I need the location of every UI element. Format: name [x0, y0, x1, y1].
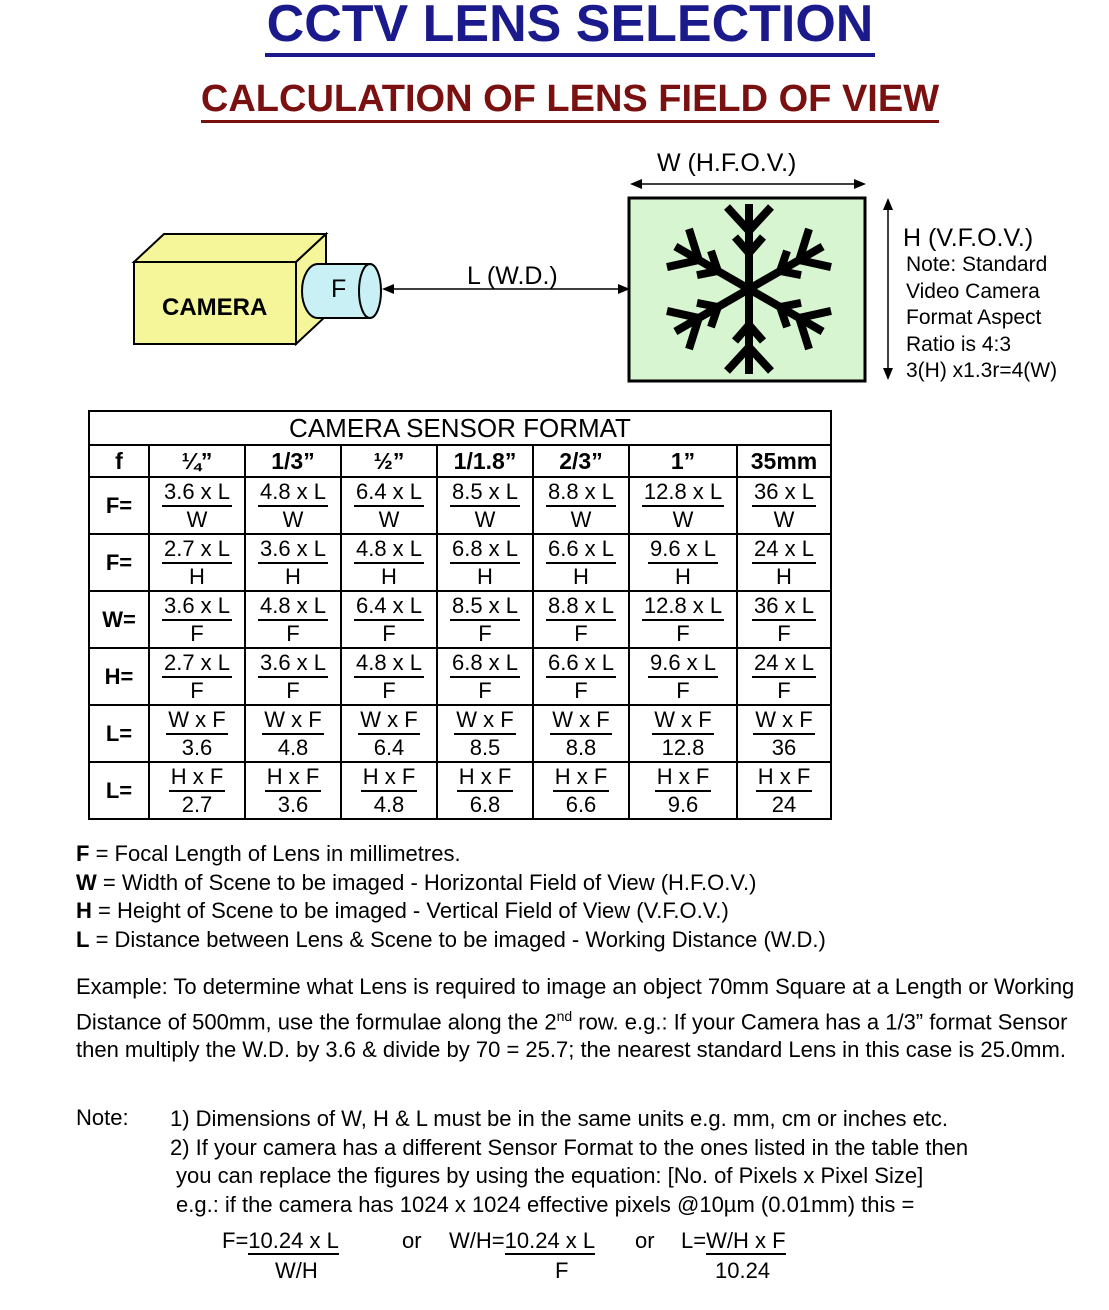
row-label: L= — [89, 705, 149, 762]
numerator: 36 x L — [752, 593, 816, 621]
numerator: H x F — [756, 764, 813, 792]
numerator: 4.8 x L — [354, 650, 424, 678]
denominator: F — [777, 620, 791, 646]
numerator: H x F — [169, 764, 226, 792]
formula-cell — [149, 705, 245, 762]
definition-item: W = Width of Scene to be imaged - Horizontal Field of View (H.F.O.V.) — [76, 869, 757, 895]
formula-cell — [437, 534, 533, 591]
numerator: 3.6 x L — [258, 650, 328, 678]
numerator: 6.4 x L — [354, 593, 424, 621]
width-label: W (H.F.O.V.) — [657, 149, 797, 177]
numerator: 3.6 x L — [258, 536, 328, 564]
denominator: W — [474, 506, 496, 532]
denominator: 6.8 — [469, 791, 501, 817]
numerator: 6.8 x L — [450, 536, 520, 564]
formula-cell — [437, 591, 533, 648]
numerator: W x F — [652, 707, 713, 735]
table-row — [89, 648, 831, 705]
denominator: W — [282, 506, 304, 532]
denominator: H — [477, 563, 493, 589]
numerator: 6.8 x L — [450, 650, 520, 678]
numerator: 12.8 x L — [642, 593, 724, 621]
width-arrow — [630, 179, 866, 189]
height-label: H (V.F.O.V.) — [903, 224, 1034, 252]
numerator: 9.6 x L — [648, 536, 718, 564]
formula-cell — [629, 477, 737, 534]
denominator: F — [574, 677, 588, 703]
table-row — [89, 705, 831, 762]
denominator: 9.6 — [667, 791, 699, 817]
row-label: F= — [89, 534, 149, 591]
formula-cell — [629, 534, 737, 591]
denominator: 8.8 — [565, 734, 597, 760]
numerator: W x F — [358, 707, 419, 735]
note-label: Note: — [76, 1105, 129, 1130]
formula-cell — [437, 477, 533, 534]
numerator: W x F — [753, 707, 814, 735]
denominator: F — [478, 620, 492, 646]
formula-cell — [437, 762, 533, 819]
row-label: H= — [89, 648, 149, 705]
camera-illustration — [134, 234, 326, 344]
denominator: 3.6 — [181, 734, 213, 760]
formula-cell — [245, 648, 341, 705]
numerator: 24 x L — [752, 650, 816, 678]
denominator: F — [478, 677, 492, 703]
denominator: H — [675, 563, 691, 589]
example-paragraph: Example: To determine what Lens is required to image an object 70mm Square at a Length or Working Distance of 500mm, use the formulae along the 2nd row. e.g.: If your Camera has a 1/3” format Sensor then multiply the W.D. by 3.6 & divide by 70 = 25.7; the nearest standard Lens in this case is 25.0mm. — [76, 974, 1075, 1063]
numerator: 4.8 x L — [258, 593, 328, 621]
denominator: 6.4 — [373, 734, 405, 760]
corner-cell: f — [89, 445, 149, 477]
numerator: 3.6 x L — [162, 479, 232, 507]
table-row — [89, 762, 831, 819]
height-arrow — [883, 198, 893, 380]
table-row — [89, 534, 831, 591]
denominator: H — [285, 563, 301, 589]
row-label: W= — [89, 591, 149, 648]
numerator: 8.5 x L — [450, 593, 520, 621]
denominator: F — [190, 677, 204, 703]
numerator: 8.8 x L — [546, 479, 616, 507]
denominator: 2.7 — [181, 791, 213, 817]
formula-cell — [149, 648, 245, 705]
formula-or-2: or — [635, 1228, 655, 1253]
formula-cell — [341, 705, 437, 762]
format-header-cell: 1/1.8” — [437, 445, 533, 477]
formula-cell — [737, 534, 831, 591]
formula-cell — [245, 534, 341, 591]
numerator: 3.6 x L — [162, 593, 232, 621]
sensor-format-table — [88, 410, 832, 820]
formula-width-height: W/H=10.24 x L — [449, 1228, 596, 1253]
denominator: H — [573, 563, 589, 589]
table-row — [89, 477, 831, 534]
denominator: F — [676, 677, 690, 703]
notes-list — [170, 1105, 968, 1219]
denominator: W — [570, 506, 592, 532]
page-subtitle: CALCULATION OF LENS FIELD OF VIEW — [0, 76, 1109, 122]
formula-cell — [533, 591, 629, 648]
numerator: 6.6 x L — [546, 650, 616, 678]
formula-cell — [245, 762, 341, 819]
formula-cell — [533, 705, 629, 762]
formula-cell — [533, 477, 629, 534]
denominator: F — [190, 620, 204, 646]
denominator: W — [773, 506, 795, 532]
format-row — [89, 445, 831, 477]
row-label: L= — [89, 762, 149, 819]
numerator: W x F — [550, 707, 611, 735]
formula-cell — [737, 648, 831, 705]
denominator: 4.8 — [373, 791, 405, 817]
formula-cell — [533, 762, 629, 819]
numerator: 6.4 x L — [354, 479, 424, 507]
formula-cell — [737, 477, 831, 534]
formula-or-1: or — [402, 1228, 422, 1253]
denominator: F — [382, 620, 396, 646]
numerator: 8.8 x L — [546, 593, 616, 621]
formula-cell — [341, 648, 437, 705]
numerator: 2.7 x L — [162, 536, 232, 564]
numerator: 4.8 x L — [258, 479, 328, 507]
formula-cell — [245, 477, 341, 534]
numerator: 24 x L — [752, 536, 816, 564]
denominator: 8.5 — [469, 734, 501, 760]
denominator: W — [186, 506, 208, 532]
denominator: H — [381, 563, 397, 589]
note-item-1: 1) Dimensions of W, H & L must be in the same units e.g. mm, cm or inches etc. — [170, 1106, 949, 1131]
formula-cell — [341, 762, 437, 819]
definition-item: L = Distance between Lens & Scene to be imaged - Working Distance (W.D.) — [76, 926, 826, 952]
numerator: H x F — [553, 764, 610, 792]
denominator: W — [672, 506, 694, 532]
formula-cell — [737, 591, 831, 648]
denominator: 6.6 — [565, 791, 597, 817]
denominator: F — [676, 620, 690, 646]
formula-length: L=W/H x F — [681, 1228, 786, 1253]
denominator: F — [777, 677, 791, 703]
denominator: H — [776, 563, 792, 589]
formula-cell — [533, 534, 629, 591]
definitions — [76, 840, 826, 954]
formula-cell — [341, 534, 437, 591]
numerator: 36 x L — [752, 479, 816, 507]
format-header-cell: 2/3” — [533, 445, 629, 477]
definition-item: F = Focal Length of Lens in millimetres. — [76, 841, 461, 866]
denominator: F — [286, 620, 300, 646]
denominator: 4.8 — [277, 734, 309, 760]
formula-cell — [737, 762, 831, 819]
numerator: H x F — [457, 764, 514, 792]
distance-label: L (W.D.) — [467, 262, 558, 290]
numerator: H x F — [361, 764, 418, 792]
formula-length-denominator: 10.24 — [715, 1258, 771, 1283]
note-item-2-example: e.g.: if the camera has 1024 x 1024 effective pixels @10µm (0.01mm) this = — [176, 1191, 915, 1217]
numerator: 12.8 x L — [642, 479, 724, 507]
numerator: W x F — [454, 707, 515, 735]
formula-cell — [629, 591, 737, 648]
format-header-cell: 1” — [629, 445, 737, 477]
numerator: W x F — [262, 707, 323, 735]
definition-item: H = Height of Scene to be imaged - Vertical Field of View (V.F.O.V.) — [76, 898, 729, 923]
camera-label: CAMERA — [162, 294, 268, 321]
denominator: F — [574, 620, 588, 646]
denominator: 3.6 — [277, 791, 309, 817]
note-item-2-cont: you can replace the figures by using the equation: [No. of Pixels x Pixel Size] — [176, 1163, 924, 1188]
denominator: 24 — [771, 791, 797, 817]
denominator: 12.8 — [661, 734, 705, 760]
numerator: 8.5 x L — [450, 479, 520, 507]
format-header-cell: 1/3” — [245, 445, 341, 477]
formula-cell — [245, 705, 341, 762]
denominator: W — [378, 506, 400, 532]
numerator: 9.6 x L — [648, 650, 718, 678]
denominator: H — [189, 563, 205, 589]
note-item-2: 2) If your camera has a different Sensor Format to the ones listed in the table then — [170, 1134, 969, 1160]
denominator: F — [382, 677, 396, 703]
numerator: H x F — [265, 764, 322, 792]
lens-label: F — [331, 275, 347, 303]
formula-cell — [245, 591, 341, 648]
formula-cell — [149, 591, 245, 648]
format-header-cell: ¼” — [149, 445, 245, 477]
denominator: 36 — [771, 734, 797, 760]
formula-cell — [629, 705, 737, 762]
numerator: 4.8 x L — [354, 536, 424, 564]
formula-cell — [149, 534, 245, 591]
table-header: CAMERA SENSOR FORMAT — [89, 411, 831, 445]
formula-cell — [341, 477, 437, 534]
formula-cell — [629, 762, 737, 819]
format-header-cell: 35mm — [737, 445, 831, 477]
page-title: CCTV LENS SELECTION — [0, 0, 1109, 54]
formula-cell — [149, 477, 245, 534]
numerator: H x F — [655, 764, 712, 792]
row-label: F= — [89, 477, 149, 534]
aspect-ratio-note: Note: Standard Video Camera Format Aspect Ratio is 4:3 3(H) x1.3r=4(W) — [906, 253, 1058, 382]
formula-cell — [437, 705, 533, 762]
numerator: W x F — [166, 707, 227, 735]
format-header-cell: ½” — [341, 445, 437, 477]
formula-cell — [341, 591, 437, 648]
formula-cell — [149, 762, 245, 819]
formula-cell — [737, 705, 831, 762]
numerator: 6.6 x L — [546, 536, 616, 564]
numerator: 2.7 x L — [162, 650, 232, 678]
table-row — [89, 591, 831, 648]
formula-focal: F=10.24 x L — [222, 1228, 339, 1253]
denominator: F — [286, 677, 300, 703]
formula-width-height-denominator: F — [555, 1258, 569, 1283]
formula-focal-denominator: W/H — [275, 1258, 318, 1283]
formula-cell — [629, 648, 737, 705]
formula-cell — [533, 648, 629, 705]
formula-cell — [437, 648, 533, 705]
